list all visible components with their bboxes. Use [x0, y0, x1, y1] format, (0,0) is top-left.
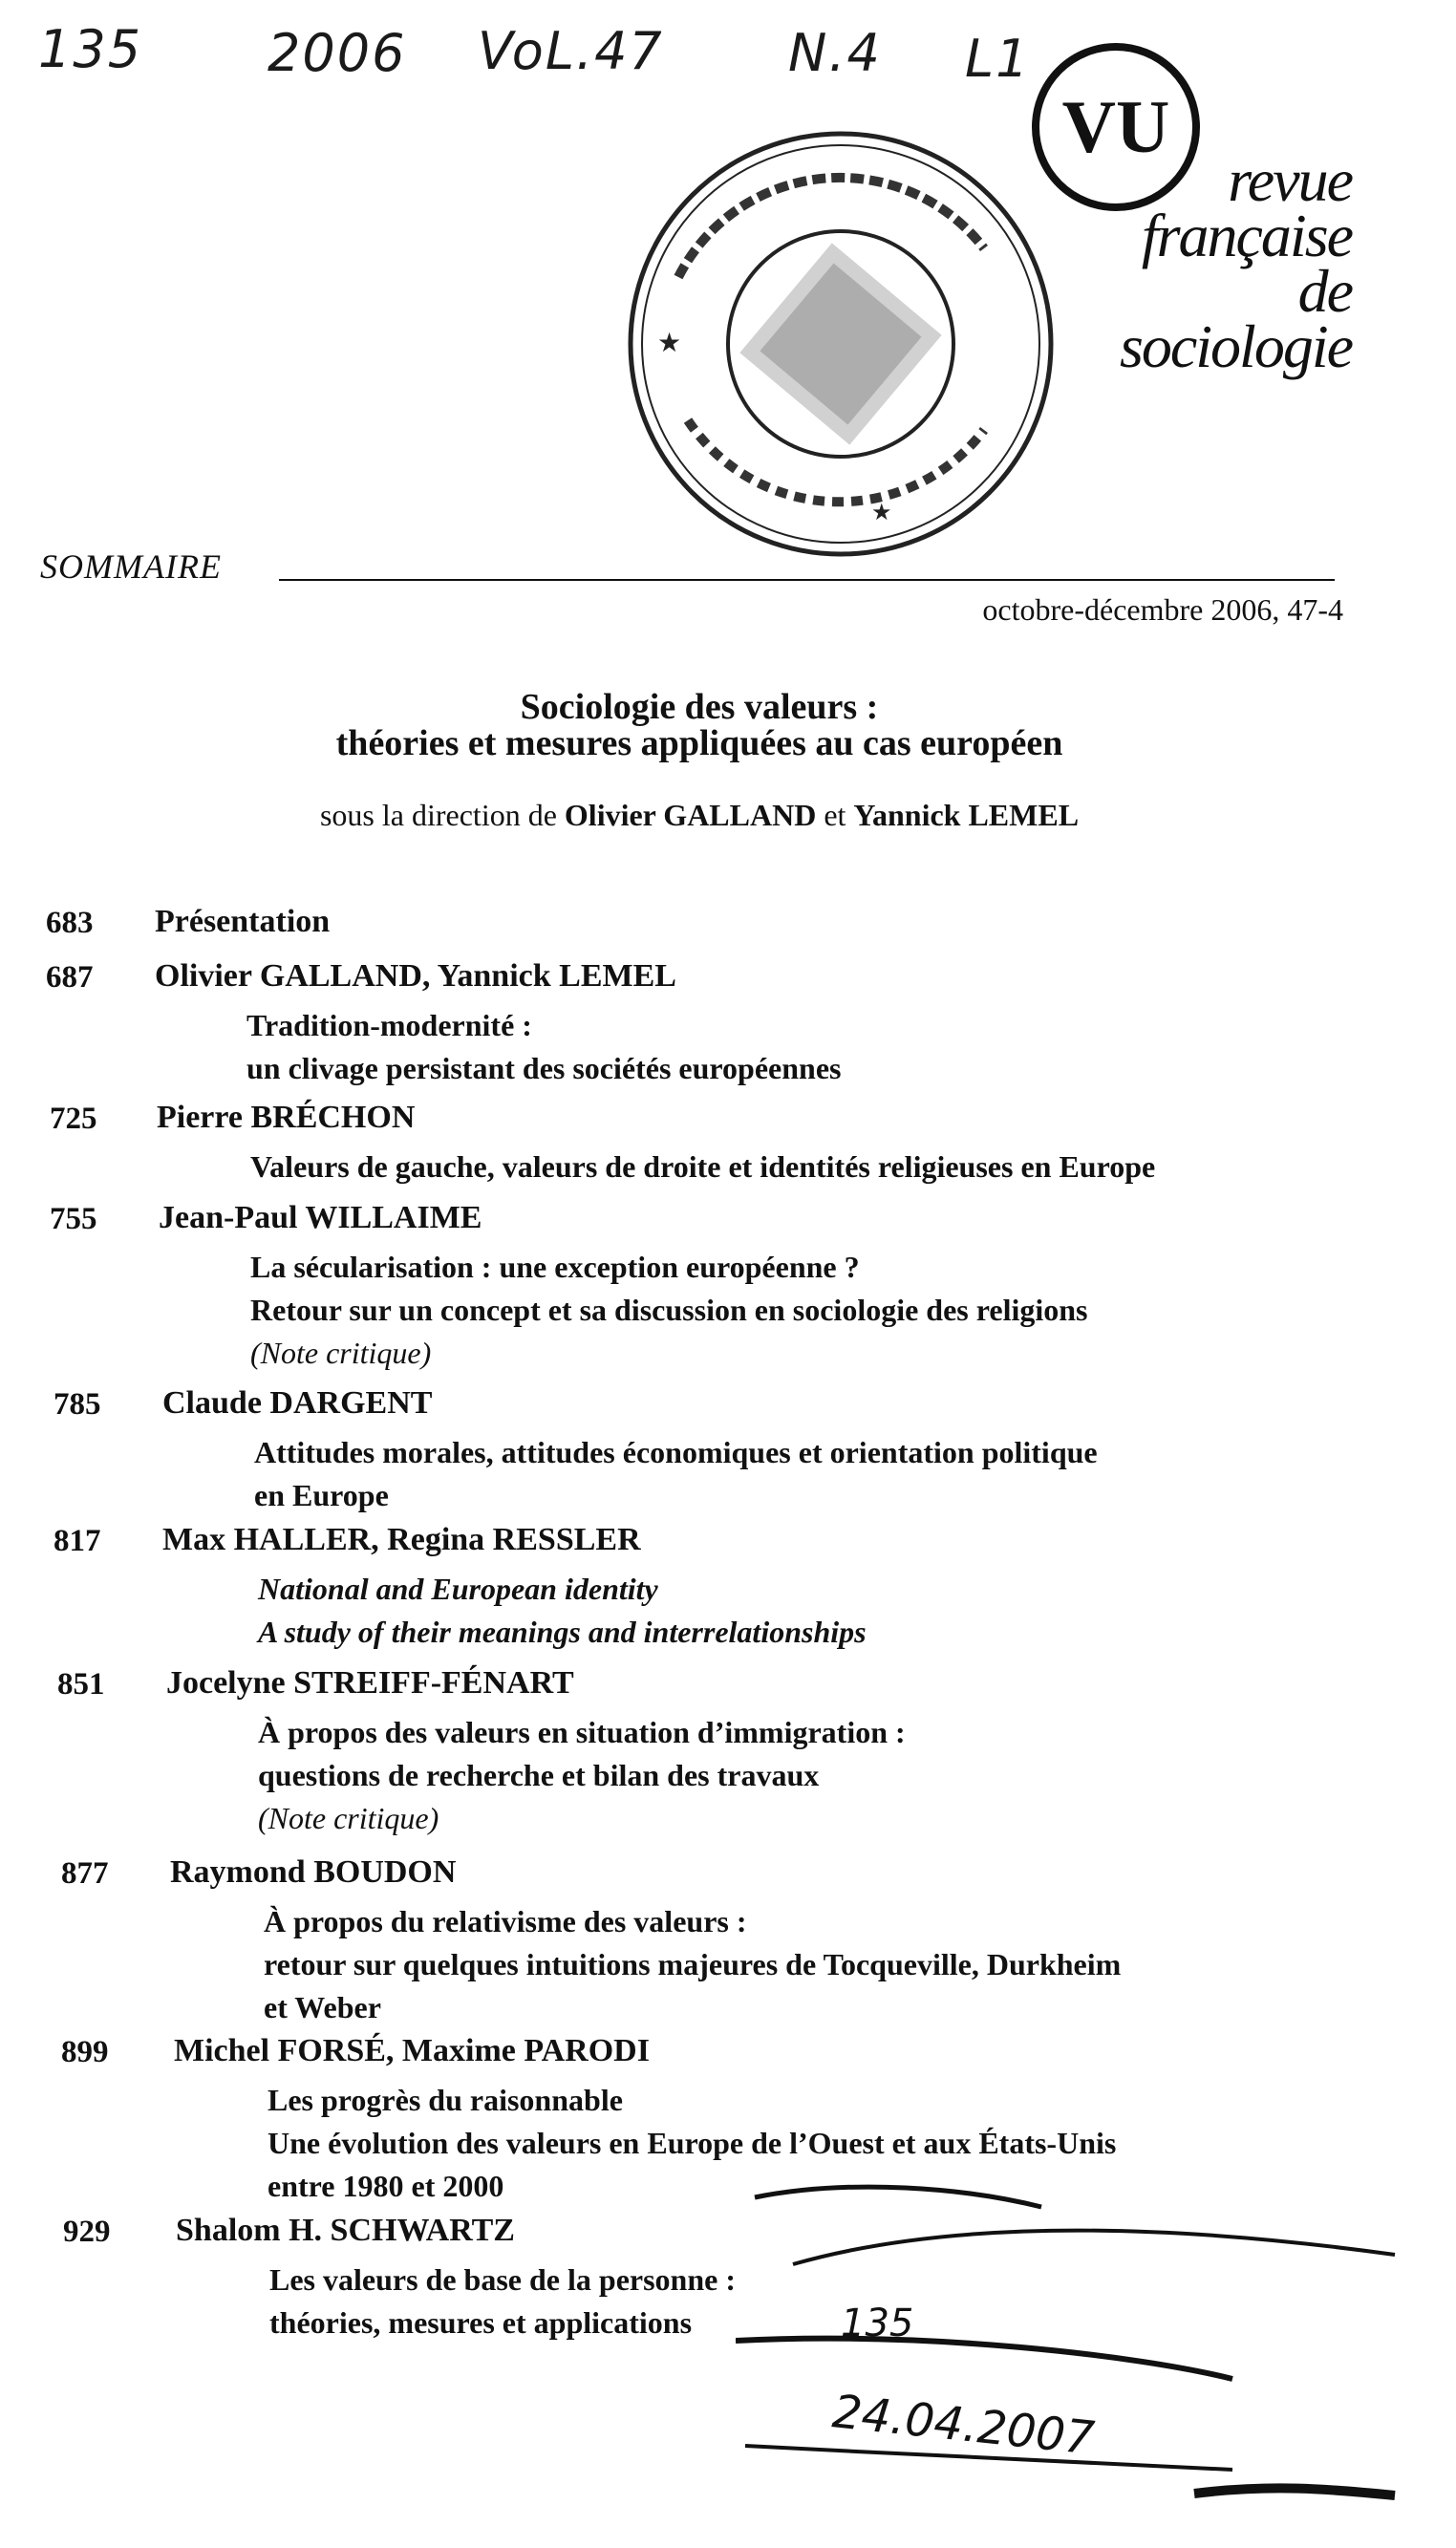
handwritten-date: 24.04.2007 — [829, 2385, 1097, 2466]
toc-article-title-line: Les progrès du raisonnable — [268, 2083, 623, 2117]
toc-article-title-line: Valeurs de gauche, valeurs de droite et identités religieuses en Europe — [250, 1149, 1156, 1184]
library-stamp — [621, 124, 1060, 564]
handwritten-year: 2006 — [268, 23, 407, 83]
journal-title-line: revue — [1228, 146, 1352, 214]
toc-page-number: 929 — [63, 2215, 111, 2249]
toc-author: Pierre BRÉCHON — [157, 1100, 416, 1135]
sommaire-label: SOMMAIRE — [40, 547, 222, 586]
toc-article-title-line: A study of their meanings and interrelationships — [258, 1615, 867, 1649]
toc-article-title-line: Tradition-modernité : — [246, 1008, 532, 1042]
theme-title-line2: théories et mesures appliquées au cas européen — [335, 723, 1063, 763]
toc-page-number: 877 — [61, 1856, 109, 1891]
toc-page-number: 683 — [46, 906, 94, 940]
issue-date: octobre-décembre 2006, 47-4 — [982, 592, 1343, 627]
svg-text:★: ★ — [657, 329, 682, 358]
toc-note: (Note critique) — [258, 1801, 439, 1835]
toc-note: (Note critique) — [250, 1336, 432, 1370]
toc-article-title-line: La sécularisation : une exception européenne ? — [250, 1250, 860, 1284]
toc-page-number: 755 — [50, 1202, 97, 1236]
toc-author: Olivier GALLAND, Yannick LEMEL — [155, 958, 676, 994]
toc-article-title-line: Retour sur un concept et sa discussion en sociologie des religions — [250, 1293, 1088, 1327]
toc-article-title-line: Attitudes morales, attitudes économiques et orientation politique — [254, 1435, 1098, 1469]
journal-title — [1065, 146, 1352, 380]
handwritten-issue: N.4 — [788, 23, 882, 83]
logo-mark: VU — [1061, 85, 1170, 168]
header-rule — [279, 579, 1335, 581]
toc-article-title-line: Une évolution des valeurs en Europe de l’Ouest et aux États-Unis — [268, 2126, 1117, 2160]
toc-page-number: 785 — [54, 1387, 101, 1422]
handwritten-registry-number: 135 — [841, 2302, 914, 2345]
toc-article-title-line: À propos du relativisme des valeurs : — [264, 1904, 747, 1938]
toc-article-title-line: questions de recherche et bilan des travaux — [258, 1758, 820, 1792]
toc-author: Raymond BOUDON — [170, 1854, 457, 1890]
toc-article-title-line: en Europe — [254, 1478, 389, 1512]
director-name: Yannick LEMEL — [853, 798, 1080, 832]
toc-article-title-line: Les valeurs de base de la personne : — [269, 2262, 736, 2297]
toc-article-title-line: retour sur quelques intuitions majeures de Tocqueville, Durkheim — [264, 1947, 1122, 1981]
handwritten-volume: VoL.47 — [478, 21, 664, 81]
director-name: Olivier GALLAND — [564, 798, 817, 832]
toc-author: Jean-Paul WILLAIME — [159, 1200, 482, 1235]
toc-page-number: 687 — [46, 960, 94, 995]
toc-article-title-line: À propos des valeurs en situation d’immigration : — [258, 1715, 906, 1749]
journal-title-line: française — [1141, 202, 1352, 269]
toc-author: Présentation — [155, 904, 331, 939]
handwritten-mark: L1 — [965, 29, 1031, 89]
journal-title-line: sociologie — [1119, 312, 1352, 380]
toc-author: Michel FORSÉ, Maxime PARODI — [174, 2033, 650, 2068]
toc-author: Max HALLER, Regina RESSLER — [162, 1522, 641, 1557]
toc-article-title-line: National and European identity — [258, 1572, 658, 1606]
journal-title-line: de — [1297, 257, 1352, 325]
direction-joiner: et — [824, 798, 846, 832]
toc-article-title-line: théories, mesures et applications — [269, 2305, 693, 2340]
toc-author: Jocelyne STREIFF-FÉNART — [166, 1665, 574, 1701]
svg-text:★: ★ — [871, 501, 892, 525]
handwritten-registration-stamp — [736, 2140, 1404, 2541]
toc-article-title-line: et Weber — [264, 1990, 381, 2024]
theme-direction — [0, 798, 1427, 833]
toc-article-title-line: un clivage persistant des sociétés européennes — [246, 1051, 842, 1085]
toc-page-number: 817 — [54, 1524, 101, 1558]
direction-prefix: sous la direction de — [319, 798, 557, 832]
toc-author: Claude DARGENT — [162, 1385, 433, 1421]
toc-page-number: 899 — [61, 2035, 109, 2069]
handwritten-number: 135 — [38, 19, 143, 79]
toc-author: Shalom H. SCHWARTZ — [176, 2213, 515, 2248]
toc-article-title-line: entre 1980 et 2000 — [268, 2169, 504, 2203]
toc-page-number: 725 — [50, 1102, 97, 1136]
theme-title-line1: Sociologie des valeurs : — [520, 687, 879, 727]
toc-page-number: 851 — [57, 1667, 105, 1702]
